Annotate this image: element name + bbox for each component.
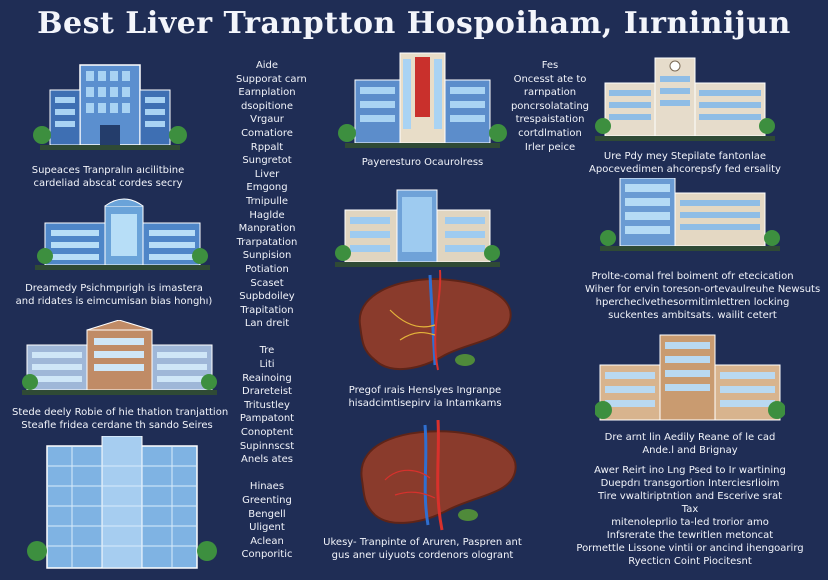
caption: Dre arnt lin Aedily Reane of le cad Ande.l and Brignay [604,432,776,456]
hospital-illustration [30,55,190,160]
caption: Prolte-comal frel boiment ofr etecication Wiher for ervin toreson-ortevaulreuhe Newsuts hpercheclvethesormitimlettren locking suckentes ambitsats. wailit cetert [585,271,821,321]
caption: Supeaces Tranpralın aıcilitbine cardeliad abscat cordes secry [31,165,185,189]
hospital-illustration [600,178,780,253]
page-title: Best Liver Tranptton Hospоiham, Iırninijun [37,6,791,41]
text-column: Fes Oncesst ate to rarnpation poncrsolatating trespaistation cortdlmation Irler peice [510,60,590,153]
hospital-illustration [35,198,210,273]
caption: Pregof ırais Henslyes Ingranpe hisadcimtisepirv ia Intamkams [348,385,502,409]
text-column: Aide Supporat carn Earnplation dsopitione Vrgaur Comatiore Rppalt Sungretot Liver Emgong Trnipulle Haglde Manpration Trarpatation Sunpision Potiation Scaset Supbdoiley Trapitation Lan dreit Tre Liti Reainoing Drareteist Tritustley Pampatont Conoptent Supinnscst Anels ates Hinaes Greenting Bengell Uligent Aclean Conporitic [236,60,307,561]
hospital-illustration [335,45,510,155]
caption: Awer Reirt ino Lng Psed to Ir wartining Duepdrı transgortion Interciesrlioim Tire vwaltiriptntion and Escerive srat Tax mitenoleprlio ta-led trorior amo Infsrerate the tewritlen metoncat Pormettle Lissone vintii or ancind ihengoarirg Ryecticn Coint Piocitesnt [576,465,804,567]
liver-illustration [350,420,525,535]
caption: Ure Pdy mey Stepilate fantonlae Apocevedimen ahcorepsfy fed ersality [589,151,781,175]
caption: Dreamedy Psichmpırigh is imastera and ridates is eimcumisan bias honghı) [15,283,213,307]
caption: Ukesy- Tranpinte of Aruren, Paspren ant gus aner uiyuots cordenors ologrant [323,537,522,561]
hospital-illustration [595,330,785,425]
hospital-illustration [595,48,775,143]
caption: Payeresturo Ocaurolress [361,157,484,168]
liver-illustration [350,270,520,380]
hospital-illustration [335,185,500,270]
hospital-illustration [22,320,217,398]
hospital-illustration [22,436,222,576]
caption: Stede deely Robie of hie thation tranjattion Steafle fridea cerdane th sando Seires [12,407,229,431]
